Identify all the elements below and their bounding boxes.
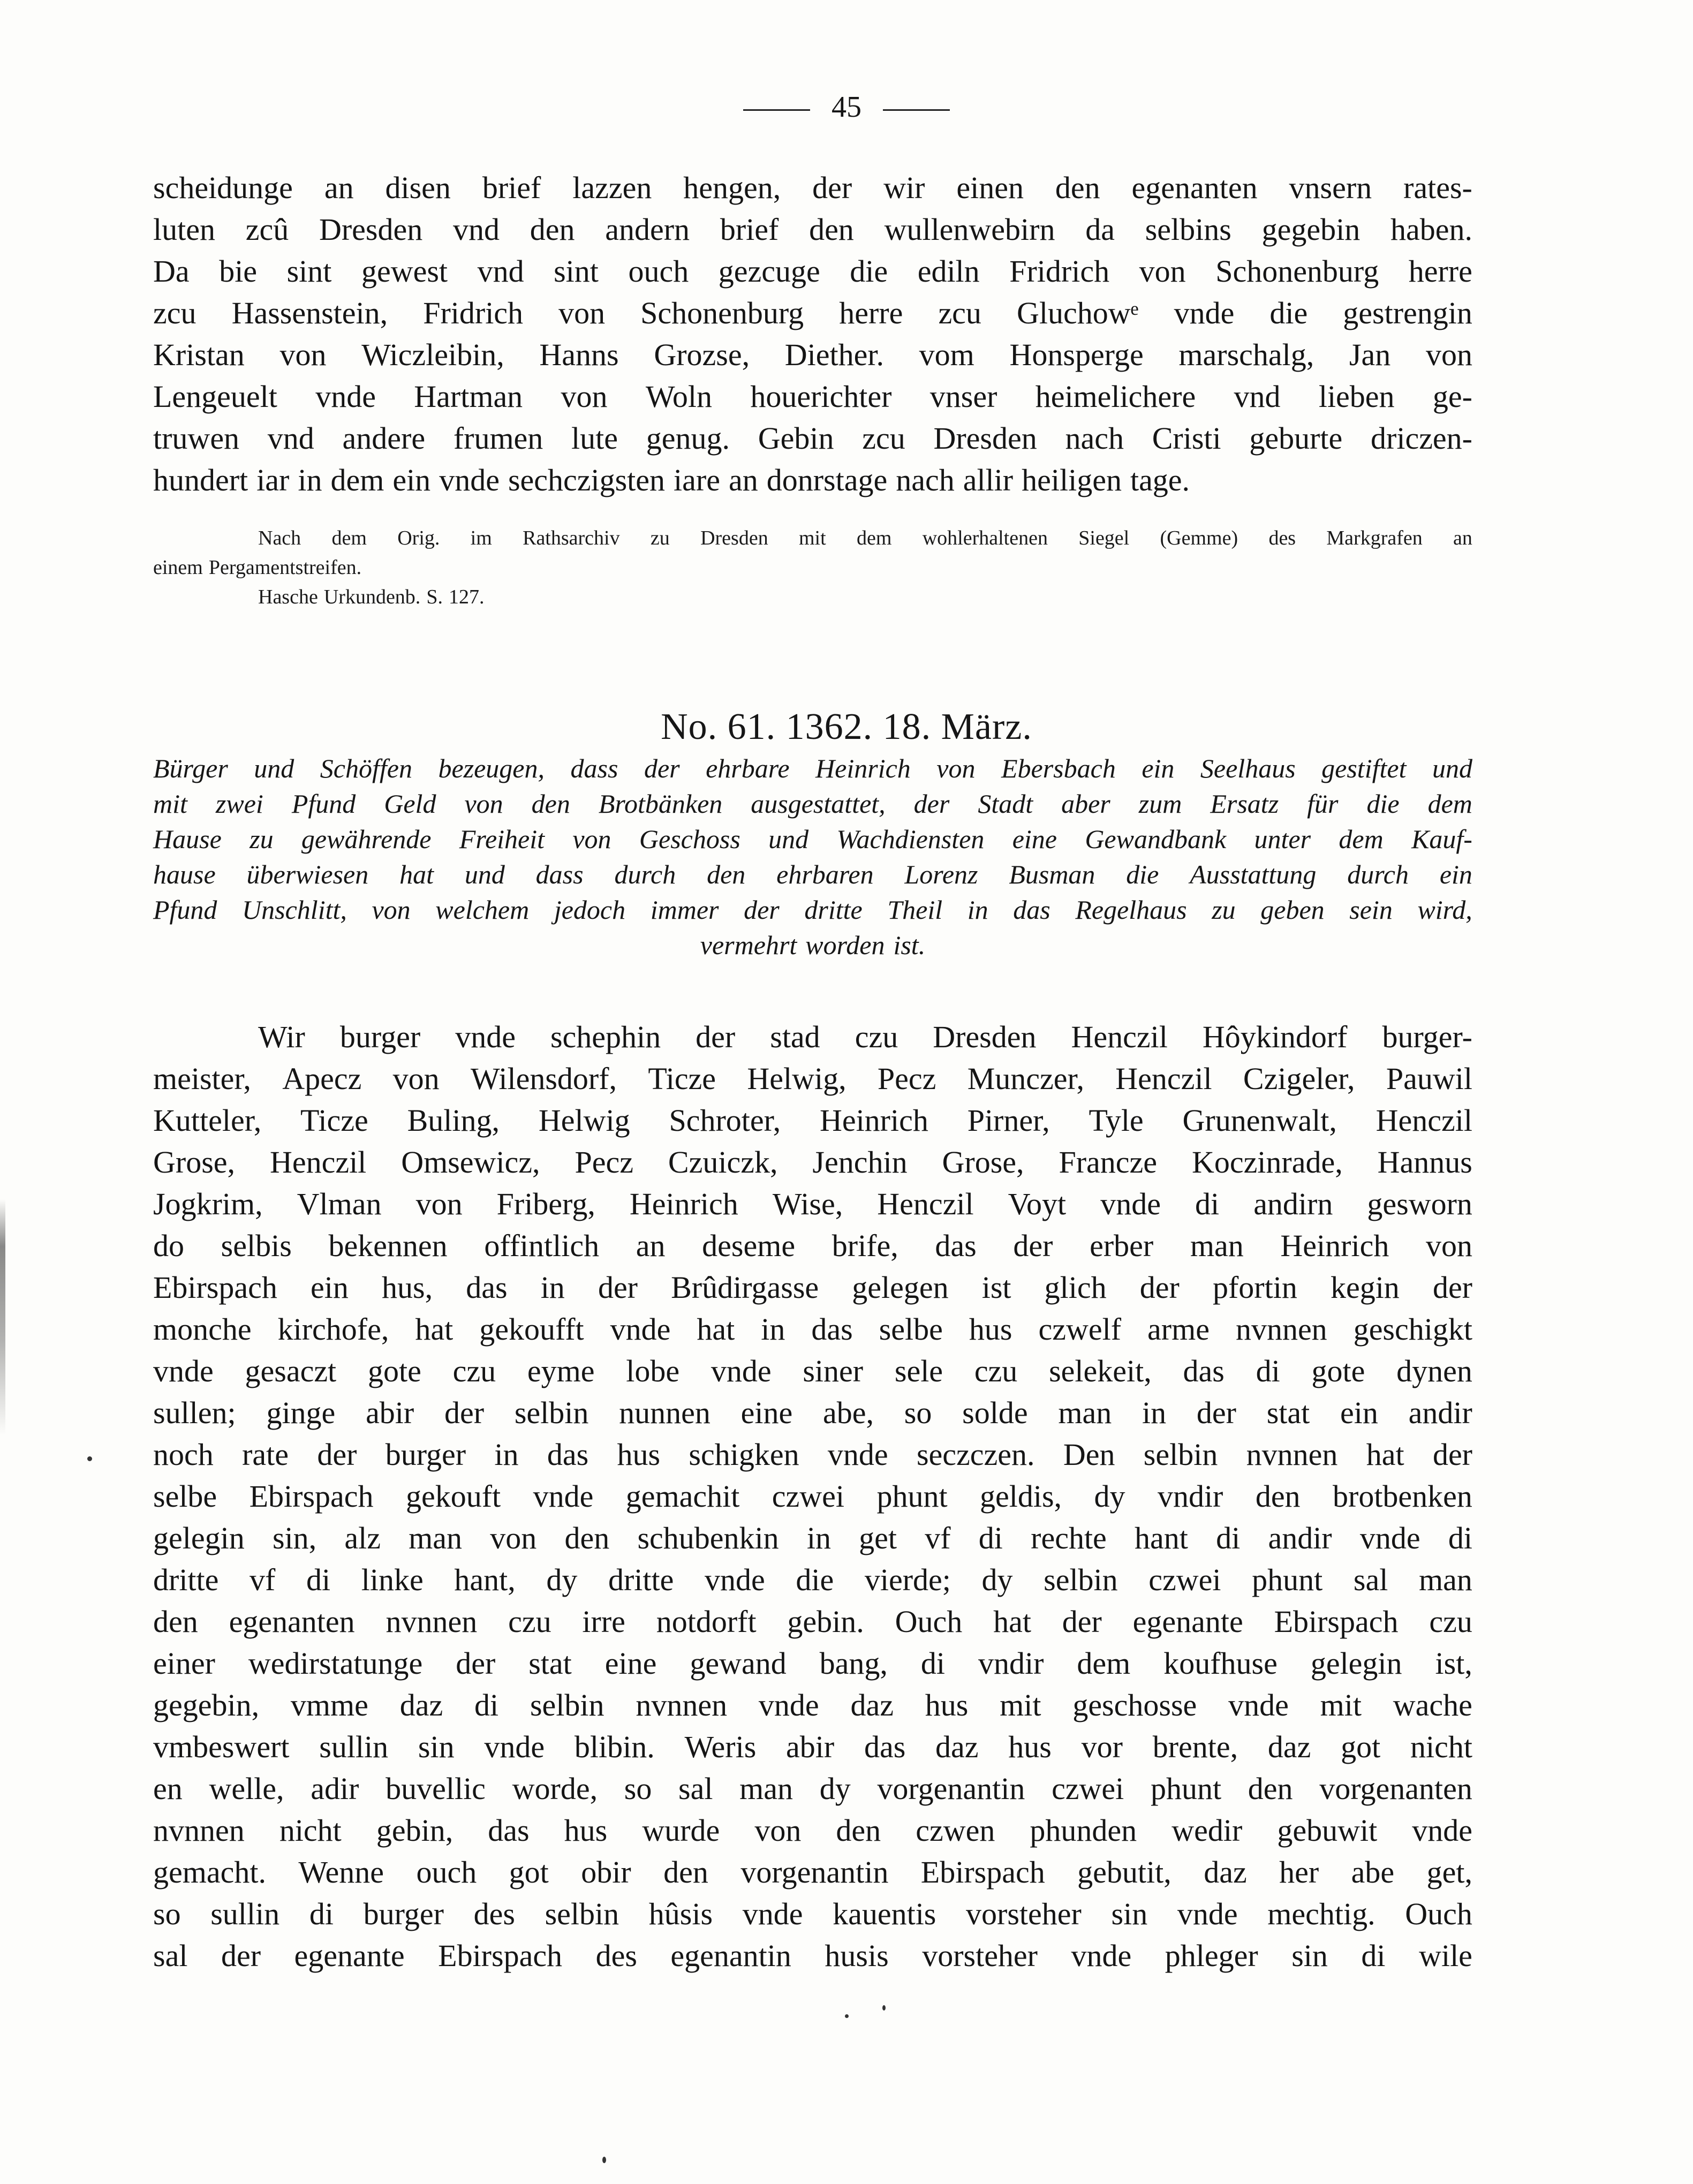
source-note (153, 524, 1472, 612)
text-line: scheidunge an disen brief lazzen hengen, der wir einen den egenanten vnsern rates- (153, 170, 1472, 205)
regest-summary (153, 751, 1472, 963)
text-line: monche kirchofe, hat gekoufft vnde hat in das selbe hus czwelf arme nvnnen geschigkt (153, 1312, 1472, 1347)
text-line: do selbis bekennen offintlich an deseme brife, das der erber man Heinrich von (153, 1228, 1472, 1263)
text-line: hundert iar in dem ein vnde sechczigsten iare an donrstage nach allir heiligen tage. (153, 463, 1190, 497)
page-header (0, 90, 1693, 124)
text-line: Wir burger vnde schephin der stad czu Dresden Henczil Hôykindorf burger- (258, 1019, 1472, 1054)
text-line: dritte vf di linke hant, dy dritte vnde die vierde; dy selbin czwei phunt sal man (153, 1562, 1472, 1597)
text-line: zcu Hassenstein, Fridrich von Schonenburg herre zcu Gluchowᵉ vnde die gestrengin (153, 296, 1472, 330)
header-rule-left (743, 109, 810, 111)
text-line: vnde gesaczt gote czu eyme lobe vnde siner sele czu selekeit, das di gote dynen (153, 1354, 1472, 1388)
text-line: vmbeswert sullin sin vnde blibin. Weris abir das daz hus vor brente, daz got nicht (153, 1729, 1472, 1764)
text-line: gegebin, vmme daz di selbin nvnnen vnde daz hus mit geschosse vnde mit wache (153, 1688, 1472, 1722)
text-line: Kristan von Wiczleibin, Hanns Grozse, Diether. vom Honsperge marschalg, Jan von (153, 337, 1472, 372)
text-line: Ebirspach ein hus, das in der Brûdirgasse gelegen ist glich der pfortin kegin der (153, 1270, 1472, 1305)
note-line: einem Pergamentstreifen. (153, 556, 362, 579)
text-line: en welle, adir buvellic worde, so sal man dy vorgenantin czwei phunt den vorgenanten (153, 1771, 1472, 1806)
text-line: Jogkrim, Vlman von Friberg, Heinrich Wise, Henczil Voyt vnde di andirn gesworn (153, 1187, 1472, 1221)
text-line: Pfund Unschlitt, von welchem jedoch immer der dritte Theil in das Regelhaus zu geben sein wird, (153, 895, 1472, 925)
text-line: einer wedirstatunge der stat eine gewand bang, di vndir dem koufhuse gelegin ist, (153, 1646, 1472, 1681)
text-line: gemacht. Wenne ouch got obir den vorgenantin Ebirspach gebutit, daz her abe get, (153, 1855, 1472, 1890)
text-line: den egenanten nvnnen czu irre notdorft gebin. Ouch hat der egenante Ebirspach czu (153, 1604, 1472, 1639)
text-line: Grose, Henczil Omsewicz, Pecz Czuiczk, Jenchin Grose, Francze Koczinrade, Hannus (153, 1145, 1472, 1180)
document-title: No. 61. 1362. 18. März. (661, 706, 1032, 747)
text-line: sullen; ginge abir der selbin nunnen eine abe, so solde man in der stat ein andir (153, 1395, 1472, 1430)
scan-speck (602, 2157, 606, 2163)
scan-edge-mark (0, 1199, 5, 1435)
note-line: Nach dem Orig. im Rathsarchiv zu Dresden mit dem wohlerhaltenen Siegel (Gemme) des Markgrafen an (258, 527, 1472, 549)
text-line: truwen vnd andere frumen lute genug. Gebin zcu Dresden nach Cristi geburte driczen- (153, 421, 1472, 456)
text-line: gelegin sin, alz man von den schubenkin in get vf di rechte hant di andir vnde di (153, 1521, 1472, 1555)
text-line: Lengeuelt vnde Hartman von Woln houerichter vnser heimelichere vnd lieben ge- (153, 379, 1472, 414)
text-line: Hause zu gewährende Freiheit von Geschoss und Wachdiensten eine Gewandbank unter dem Kauf- (153, 824, 1472, 854)
header-rule-right (883, 109, 950, 111)
scan-speck (882, 2005, 886, 2011)
top-paragraph (153, 167, 1472, 501)
text-line: vermehrt worden ist. (700, 930, 926, 960)
text-line: luten zcû Dresden vnd den andern brief den wullenwebirn da selbins gegebin haben. (153, 212, 1472, 247)
text-line: nvnnen nicht gebin, das hus wurde von den czwen phunden wedir gebuwit vnde (153, 1813, 1472, 1848)
text-line: Da bie sint gewest vnd sint ouch gezcuge die ediln Fridrich von Schonenburg herre (153, 254, 1472, 289)
scan-speck (845, 2014, 849, 2018)
scan-speck (87, 1456, 92, 1461)
text-line: selbe Ebirspach gekouft vnde gemachit czwei phunt geldis, dy vndir den brotbenken (153, 1479, 1472, 1514)
text-line: meister, Apecz von Wilensdorf, Ticze Helwig, Pecz Munczer, Henczil Czigeler, Pauwil (153, 1061, 1472, 1096)
main-text (153, 1016, 1472, 1977)
text-line: noch rate der burger in das hus schigken vnde seczczen. Den selbin nvnnen hat der (153, 1437, 1472, 1472)
text-line: Kutteler, Ticze Buling, Helwig Schroter, Heinrich Pirner, Tyle Grunenwalt, Henczil (153, 1103, 1472, 1138)
text-line: so sullin di burger des selbin hûsis vnde kauentis vorsteher sin vnde mechtig. Ouch (153, 1896, 1472, 1931)
note-line: Hasche Urkundenb. S. 127. (258, 586, 485, 608)
text-line: Bürger und Schöffen bezeugen, dass der ehrbare Heinrich von Ebersbach ein Seelhaus gestiftet und (153, 753, 1472, 783)
text-line: mit zwei Pfund Geld von den Brotbänken ausgestattet, der Stadt aber zum Ersatz für die dem (153, 789, 1472, 819)
text-line: sal der egenante Ebirspach des egenantin husis vorsteher vnde phleger sin di wile (153, 1938, 1472, 1973)
text-line: hause überwiesen hat und dass durch den ehrbaren Lorenz Busman die Ausstattung durch ein (153, 859, 1472, 889)
page-number: 45 (832, 90, 861, 124)
